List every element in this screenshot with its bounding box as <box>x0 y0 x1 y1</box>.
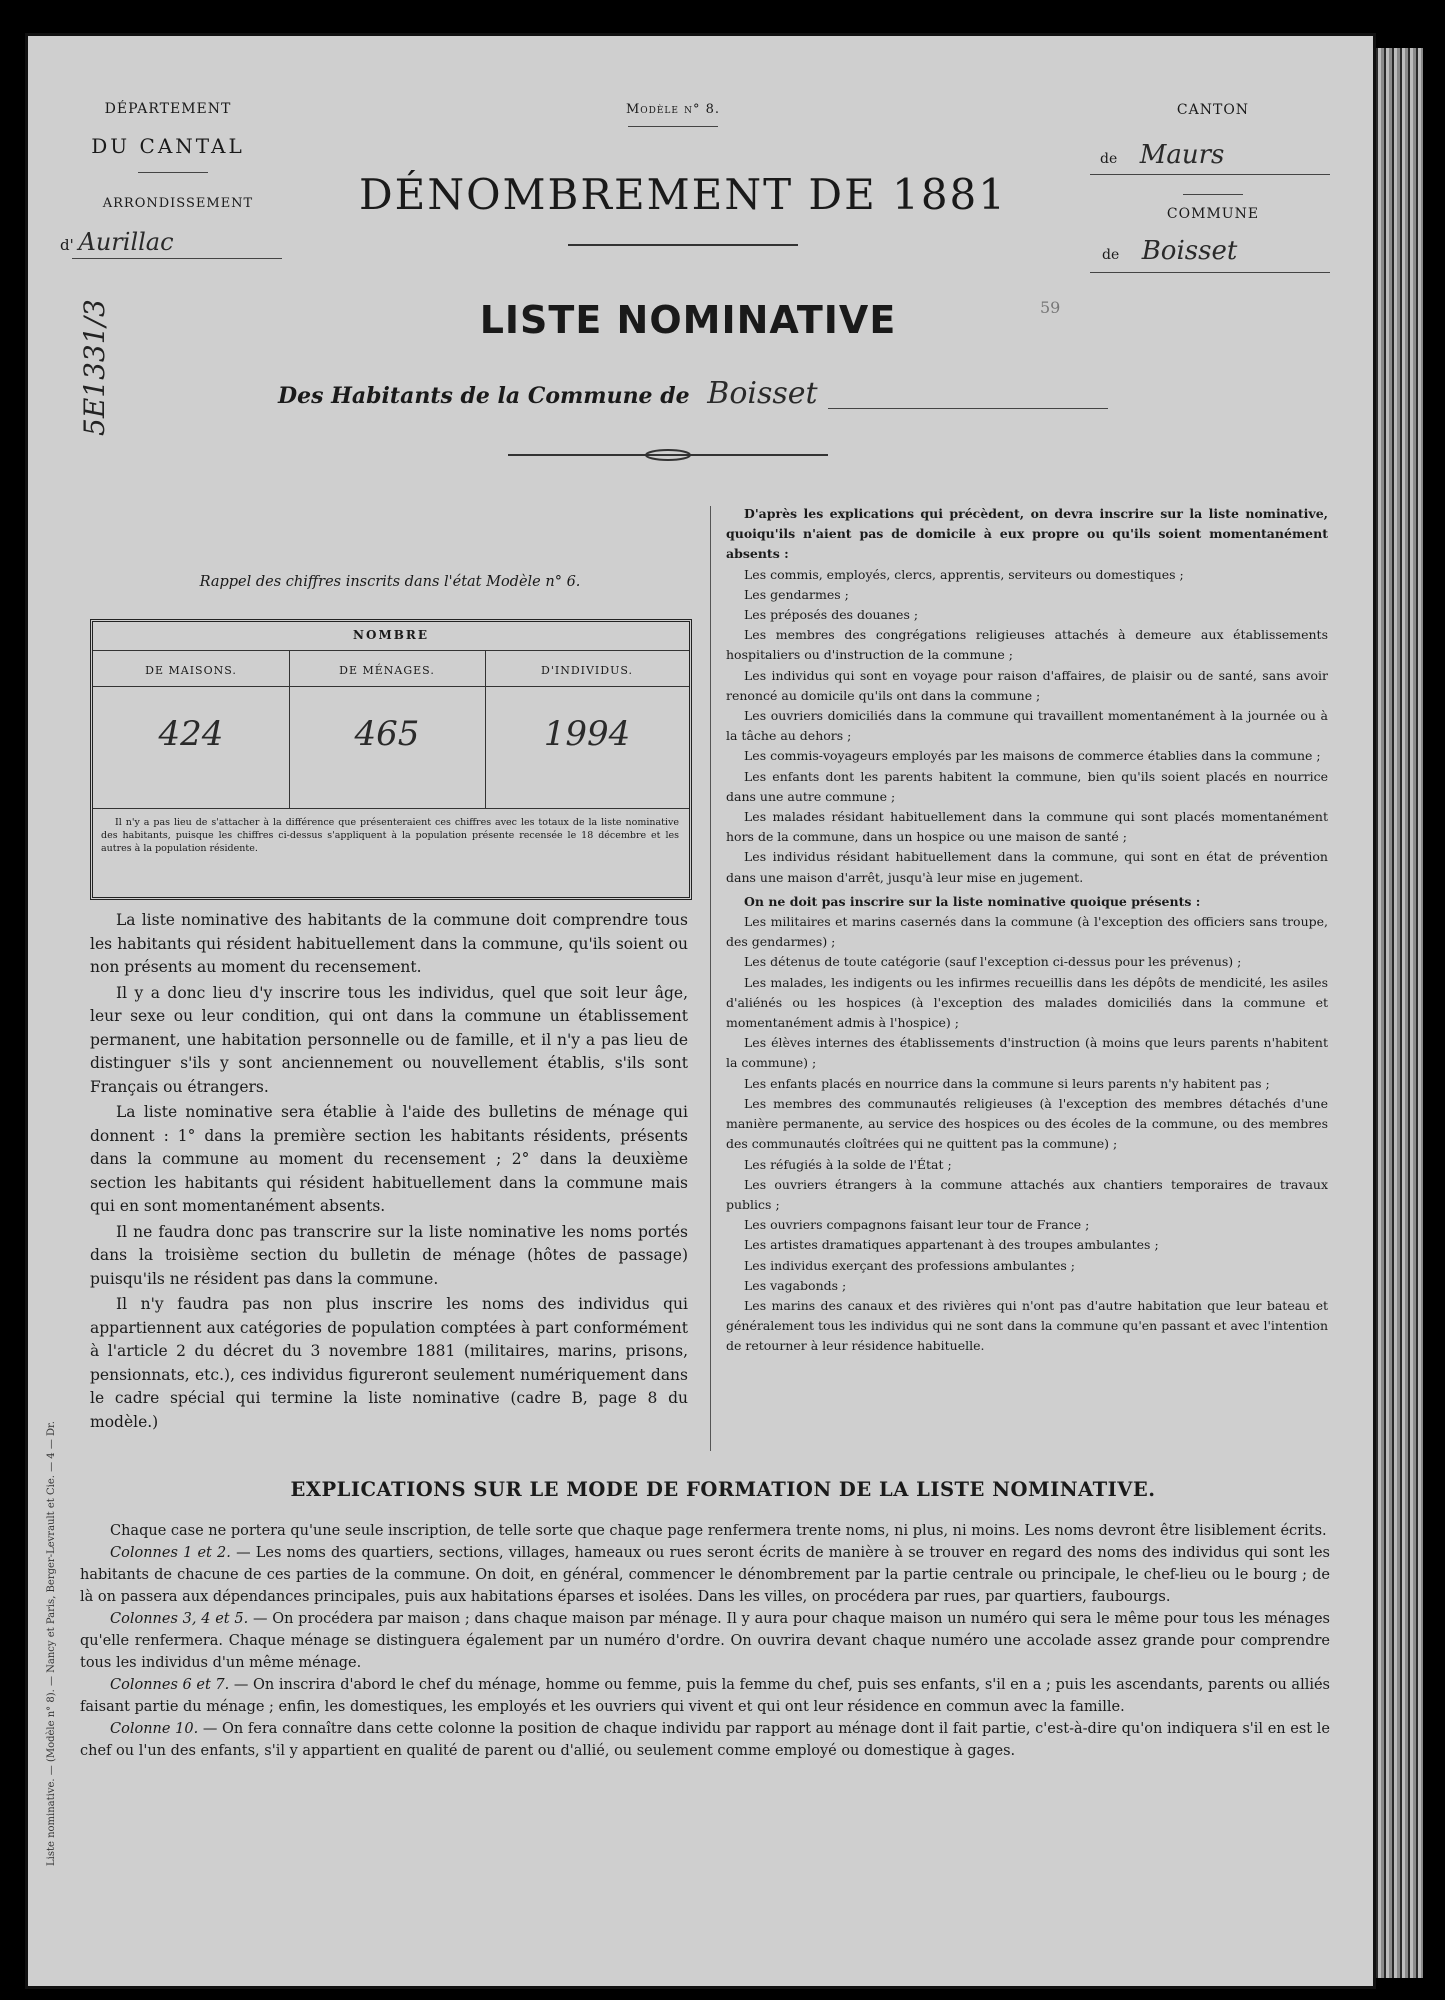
rappel-caption: Rappel des chiffres inscrits dans l'état Modèle n° 6. <box>199 574 581 590</box>
commune-label: COMMUNE <box>1166 206 1260 222</box>
explication-text: — Les noms des quartiers, sections, villages, hameaux ou rues seront écrits de manière à se trouver en regard des noms des individus qui sont les habitants de chacune de ces parties de la commune. On doit, en général, commencer le dénombrement par la partie centrale ou principale, le chef-lieu ou le bourg ; de là on passera aux dépendances principales, puis aux habitations éparses et isolées. Dans les villes, on procédera par rues, par quartiers, faubourgs. <box>80 1545 1330 1605</box>
value-menages: 465 <box>354 714 420 754</box>
ornament-divider <box>508 446 828 458</box>
list-item: Les gendarmes ; <box>744 586 849 602</box>
page-edge-stack <box>1373 48 1423 1978</box>
list-item: Les ouvriers domiciliés dans la commune qui travaillent momentanément à la journée ou à la tâche au dehors ; <box>726 708 1328 744</box>
list-item: Les vagabonds ; <box>744 1277 847 1293</box>
table-rule <box>93 650 689 651</box>
underline <box>1090 272 1330 273</box>
list-item: Les malades, les indigents ou les infirmes recueillis dans les dépôts de mendicité, les asiles d'aliénés ou les hospices (à l'exception des malades domiciliés dans la commune et momentanément admis à l'hospice) ; <box>726 974 1328 1031</box>
subtitle-line <box>278 376 818 411</box>
printer-note: Liste nominative. — (Modèle n° 8). — Nancy et Paris, Berger-Levrault et Cie. — 4 — Dr. <box>46 1421 57 1866</box>
arrondissement-line <box>60 228 174 256</box>
instruction-paragraph: Il ne faudra donc pas transcrire sur la liste nominative les noms portés dans la troisième section du bulletin de ménage (hôtes de passage) puisqu'ils ne résident pas dans la commune. <box>90 1222 688 1288</box>
table-rule <box>93 808 689 809</box>
explication-lead: Colonnes 1 et 2. <box>110 1545 231 1561</box>
list-item: Les artistes dramatiques appartenant à des troupes ambulantes ; <box>744 1237 1159 1253</box>
list-item: Les enfants placés en nourrice dans la commune si leurs parents n'y habitent pas ; <box>744 1075 1270 1091</box>
table-rule <box>93 686 689 687</box>
instruction-paragraph: Il y a donc lieu d'y inscrire tous les individus, quel que soit leur âge, leur sexe ou leur condition, qui ont dans la commune un établissement permanent, une habitation personnelle ou de famille, et il n'y a pas lieu de distinguer s'ils y sont anciennement ou nouvellement établis, s'ils sont Français ou étrangers. <box>90 983 688 1096</box>
explication-paragraph <box>80 1608 1330 1674</box>
subtitle-text: Des Habitants de la Commune de <box>278 383 690 409</box>
arrondissement-label: ARRONDISSEMENT <box>102 196 254 211</box>
right-instructions <box>726 504 1328 1357</box>
exclusions-list <box>726 912 1328 1356</box>
explications-body <box>80 1520 1330 1762</box>
underline <box>828 408 1108 409</box>
commune-name: Boisset <box>1141 236 1238 266</box>
census-form-page <box>28 36 1373 1986</box>
list-title: LISTE NOMINATIVE <box>479 298 897 342</box>
rappel-table <box>90 619 692 900</box>
list-item: Les ouvriers compagnons faisant leur tour de France ; <box>744 1217 1090 1233</box>
column-divider <box>710 506 711 1451</box>
divider <box>568 244 798 246</box>
list-item: Les militaires et marins casernés dans la commune (à l'exception des officiers sans troupe, des gendarmes) ; <box>726 914 1328 950</box>
right-heading-exclusions: On ne doit pas inscrire sur la liste nominative quoique présents : <box>744 893 1201 909</box>
list-item: Les malades résidant habituellement dans la commune qui sont placés momentanément hors de la commune, dans un hospice ou une maison de santé ; <box>726 809 1328 845</box>
subtitle-commune: Boisset <box>707 376 818 411</box>
instruction-paragraph: La liste nominative sera établie à l'aide des bulletins de ménage qui donnent : 1° dans la première section les habitants résidents, présents dans la commune au moment du recensement ; 2° dans la deuxième section les habitants qui résident habituellement dans la commune mais qui en sont momentanément absents. <box>90 1103 688 1215</box>
explication-paragraph <box>80 1674 1330 1718</box>
table-col-maisons: DE MAISONS. <box>145 664 237 677</box>
canton-line <box>1100 140 1224 170</box>
explication-text: Chaque case ne portera qu'une seule inscription, de telle sorte que chaque page renfermera trente noms, ni plus, ni moins. Les noms devront être lisiblement écrits. <box>110 1523 1327 1539</box>
explication-lead: Colonnes 6 et 7. <box>110 1677 230 1693</box>
value-individus: 1994 <box>543 714 631 754</box>
commune-prefix: de <box>1102 247 1120 263</box>
table-col-individus: D'INDIVIDUS. <box>541 664 633 677</box>
explication-text: — On inscrira d'abord le chef du ménage, homme ou femme, puis la femme du chef, puis ses enfants, s'il en a ; puis les ascendants, parents ou alliés faisant partie du ménage ; enfin, les domestiques, les employés et les ouvriers qui vivent et qui ont leur résidence en commun avec la famille. <box>80 1677 1330 1715</box>
list-item: Les commis, employés, clercs, apprentis, serviteurs ou domestiques ; <box>744 566 1184 582</box>
instruction-paragraph: Il n'y faudra pas non plus inscrire les noms des individus qui appartiennent aux catégories de population comptées à part conformément à l'article 2 du décret du 3 novembre 1881 (militaires, marins, prisons, pensionnats, etc.), ces individus figureront seulement numériquement dans le cadre spécial qui termine la liste nominative (cadre B, page 8 du modèle.) <box>90 1295 688 1431</box>
arrondissement-prefix: d' <box>60 236 74 254</box>
explication-lead: Colonne 10. <box>110 1721 199 1737</box>
list-item: Les individus résidant habituellement dans la commune, qui sont en état de prévention dans une maison d'arrêt, jusqu'à leur mise en jugement. <box>726 849 1328 885</box>
list-item: Les enfants dont les parents habitent la commune, bien qu'ils soient placés en nourrice dans une autre commune ; <box>726 768 1328 804</box>
list-item: Les ouvriers étrangers à la commune attachés aux chantiers temporaires de travaux publics ; <box>726 1176 1328 1212</box>
divider <box>1183 194 1243 195</box>
arrondissement-name: Aurillac <box>78 228 174 256</box>
underline <box>1090 174 1330 175</box>
list-item: Les élèves internes des établissements d'instruction (à moins que leurs parents n'habitent la commune) ; <box>726 1035 1328 1071</box>
table-header-nombre: NOMBRE <box>353 628 429 642</box>
modele-number: Modèle n° 8. <box>625 102 721 117</box>
left-instructions <box>90 909 688 1434</box>
list-item: Les membres des communautés religieuses (à l'exception des membres détachés d'une manière permanente, au service des hospices ou des écoles de la commune, ou des membres des communautés cloîtrées qui ne quittent pas la commune) ; <box>726 1095 1328 1152</box>
page-title: DÉNOMBREMENT DE 1881 <box>358 170 1007 219</box>
explication-lead: Colonnes 3, 4 et 5. <box>110 1611 249 1627</box>
explication-paragraph <box>80 1520 1330 1542</box>
list-item: Les marins des canaux et des rivières qui n'ont pas d'autre habitation que leur bateau et généralement tous les individus qui ne sont dans la commune qu'en passant et avec l'intention de retourner à leur résidence habituelle. <box>726 1297 1328 1354</box>
commune-line <box>1102 236 1237 266</box>
divider <box>138 172 208 173</box>
list-item: Les individus exerçant des professions ambulantes ; <box>744 1257 1075 1273</box>
list-item: Les détenus de toute catégorie (sauf l'exception ci-dessus pour les prévenus) ; <box>744 954 1242 970</box>
canton-label: CANTON <box>1176 102 1250 118</box>
list-item: Les commis-voyageurs employés par les maisons de commerce établies dans la commune ; <box>744 748 1321 764</box>
instruction-paragraph: La liste nominative des habitants de la commune doit comprendre tous les habitants qui résident habituellement dans la commune, qu'ils soient ou non présents au moment du recensement. <box>90 911 688 976</box>
divider <box>628 126 718 127</box>
department-name: DU CANTAL <box>91 134 245 158</box>
explication-text: — On procédera par maison ; dans chaque maison par ménage. Il y aura pour chaque maison un numéro qui sera le même pour tous les ménages qu'elle renfermera. Chaque ménage se distinguera également par un numéro d'ordre. On ouvrira devant chaque numéro une accolade assez grande pour comprendre tous les individus d'un même ménage. <box>80 1611 1330 1671</box>
list-item: Les membres des congrégations religieuses attachés à demeure aux établissements hospitaliers ou d'instruction de la commune ; <box>726 627 1328 663</box>
value-maisons: 424 <box>158 714 224 754</box>
faint-number: 59 <box>1040 298 1061 317</box>
archive-stamp: 5E1331/3 <box>78 299 111 436</box>
list-item: Les individus qui sont en voyage pour raison d'affaires, de plaisir ou de santé, sans avoir renoncé au domicile qu'ils ont dans la commune ; <box>726 667 1328 703</box>
canton-name: Maurs <box>1139 140 1225 170</box>
canton-prefix: de <box>1100 151 1118 167</box>
right-intro: D'après les explications qui précèdent, on devra inscrire sur la liste nominative, quoiqu'ils n'aient pas de domicile à eux propre ou qu'ils soient momentanément absents : <box>726 506 1328 562</box>
underline <box>72 258 282 259</box>
table-note: Il n'y a pas lieu de s'attacher à la différence que présenteraient ces chiffres avec les totaux de la liste nominative des habitants, puisque les chiffres ci-dessus s'appliquent à la population présente recensée le 18 décembre et les autres à la population résidente. <box>101 817 679 854</box>
inscrire-list <box>726 565 1328 888</box>
table-col-menages: DE MÉNAGES. <box>339 664 435 677</box>
list-item: Les préposés des douanes ; <box>744 607 919 623</box>
explication-paragraph <box>80 1718 1330 1762</box>
explications-title: EXPLICATIONS SUR LE MODE DE FORMATION DE LA LISTE NOMINATIVE. <box>290 1478 1156 1501</box>
department-label: DÉPARTEMENT <box>104 101 232 117</box>
explication-text: — On fera connaître dans cette colonne la position de chaque individu par rapport au ménage dont il fait partie, c'est-à-dire qu'on indiquera s'il en est le chef ou l'un des enfants, s'il y appartient en qualité de parent ou d'allié, ou seulement comme employé ou domestique à gages. <box>80 1721 1331 1759</box>
list-item: Les réfugiés à la solde de l'État ; <box>744 1156 952 1172</box>
explication-paragraph <box>80 1542 1330 1608</box>
